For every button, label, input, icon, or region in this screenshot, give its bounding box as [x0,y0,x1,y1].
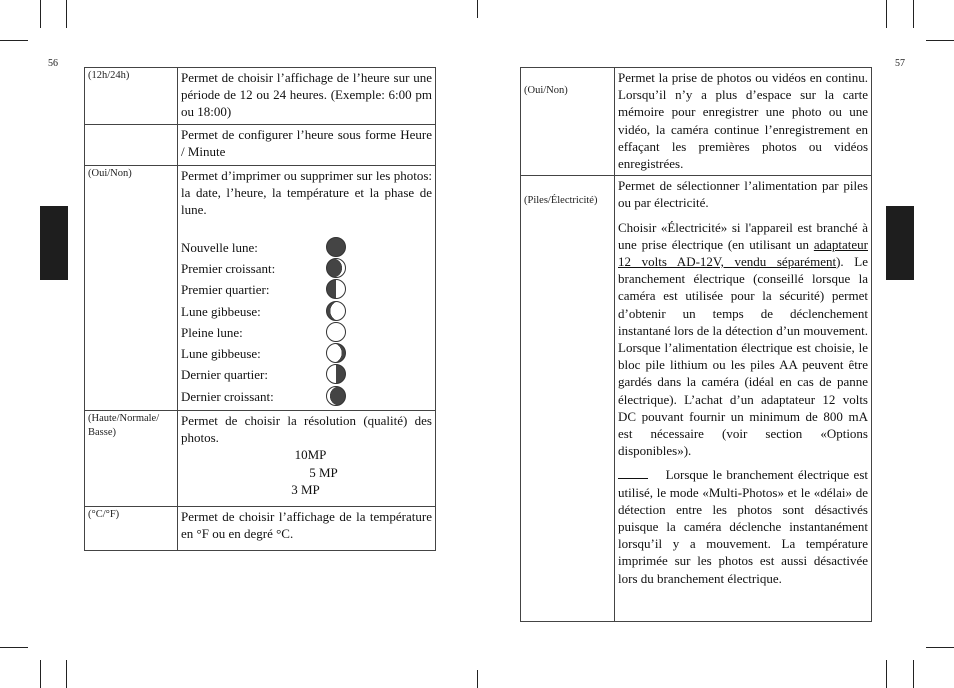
row-label: (Oui/Non) [85,166,178,411]
crop-mark [913,0,914,28]
crop-mark [926,40,954,41]
table-row [85,410,436,506]
description-fragment: Lorsque le branchement électrique est utilisé, le mode «Multi-Photos» et le «délai» de détection entre les photos sont désactivés puisque la caméra déclenche instantanément lorsqu’il y a mouvement. La température imprimée sur les photos est aussi désactivée lors du branchement électrique. [618,467,868,586]
row-description: Permet de configurer l’heure sous forme Heure / Minute [178,125,436,166]
note-underline [618,467,648,479]
edge-tab-left [40,206,68,280]
page-number-right: 57 [895,58,905,69]
crop-mark [66,0,67,28]
row-description: Permet de choisir l’affichage de l’heure sur une période de 12 ou 24 heures. (Exemple: 6:00 pm ou 18:00) [178,68,436,125]
moon-phase-label: Premier quartier: [181,282,270,298]
page-number-left: 56 [48,58,58,69]
moon-phase-label: Pleine lune: [181,324,243,340]
resolution-option: 10MP [294,447,327,463]
crop-mark [40,0,41,28]
moon-phase-label: Nouvelle lune: [181,239,258,255]
crop-mark [913,660,914,688]
table-row [85,125,436,166]
row-label: (12h/24h) [85,68,178,125]
crop-mark [0,40,28,41]
table-row [521,176,872,622]
crop-mark [886,660,887,688]
moon-phase-item [181,364,432,385]
row-description [615,176,872,622]
crop-mark [926,647,954,648]
row-label: (Piles/Électricité) [521,176,615,622]
crop-mark [477,0,478,18]
table-row [85,506,436,550]
row-label: (°C/°F) [85,506,178,550]
description-fragment: Choisir «Électricité» si l'appareil est branché à une prise électrique (en utilisant un [618,219,868,252]
table-row [85,166,436,411]
edge-tab-right [886,206,914,280]
waning-crescent-icon [326,386,346,406]
description-fragment: ). Le branchement électrique (conseillé lorsque la caméra est utilisée pour la sécurité) permet d’obtenir un temps de déclenchement instantané lors de la détection d’un mouvement. Lorsque l’alimentation électrique est choisie, le bloc pile lithium ou les piles AA peuvent être gardés dans la caméra (idéal en cas de panne électrique). L’achat d’un adaptateur 12 volts DC pouvant fournir un minimum de 800 mA est nécessaire (voir section «Options disponibles»). [618,254,868,459]
moon-phase-label: Dernier quartier: [181,367,268,383]
table-row [85,68,436,125]
crop-mark [477,670,478,688]
first-quarter-icon [326,279,346,299]
table-row [521,68,872,176]
crop-mark [66,660,67,688]
moon-phase-item [181,343,432,364]
crop-mark [0,647,28,648]
description-text [618,219,868,460]
row-description: Permet la prise de photos ou vidéos en continu. Lorsqu’il n’y a plus d’espace sur la carte mémoire pour enregistrer une photo ou une vidéo, la caméra continue l’enregistrement en effaçant les premières photos ou vidéos enregistrées. [615,68,872,176]
moon-phase-label: Premier croissant: [181,260,276,276]
moon-phase-list [181,237,432,407]
last-quarter-icon [326,364,346,384]
moon-phase-item [181,386,432,407]
description-text [618,466,868,586]
new-moon-icon [326,237,346,257]
settings-table-right [520,67,872,622]
waning-gibbous-icon [326,343,346,363]
description-text: Permet de choisir la résolution (qualité) des photos. [181,412,432,446]
settings-table-left [84,67,436,551]
row-description [178,410,436,506]
full-moon-icon [326,322,346,342]
resolution-option: 5 MP [309,464,338,480]
crop-mark [886,0,887,28]
crop-mark [40,660,41,688]
row-label: (Oui/Non) [521,68,615,176]
resolution-option: 3 MP [291,481,320,497]
waxing-gibbous-icon [326,301,346,321]
description-text: Permet d’imprimer ou supprimer sur les photos: la date, l’heure, la température et la phase de lune. [181,168,432,218]
moon-phase-item [181,301,432,322]
moon-phase-item [181,237,432,258]
row-description [178,166,436,411]
moon-phase-item [181,258,432,279]
row-description: Permet de choisir l’affichage de la température en °F ou en degré °C. [178,506,436,550]
moon-phase-label: Lune gibbeuse: [181,303,261,319]
moon-phase-label: Dernier croissant: [181,388,274,404]
moon-phase-item [181,322,432,343]
description-text: Permet de sélectionner l’alimentation par piles ou par électricité. [618,178,868,211]
row-label [85,125,178,166]
moon-phase-item [181,279,432,300]
adapter-link: adaptateur 12 volts AD-12V, vendu séparément [618,236,868,270]
row-label: (Haute/Normale/ Basse) [85,410,178,506]
moon-phase-label: Lune gibbeuse: [181,346,261,362]
waxing-crescent-icon [326,258,346,278]
